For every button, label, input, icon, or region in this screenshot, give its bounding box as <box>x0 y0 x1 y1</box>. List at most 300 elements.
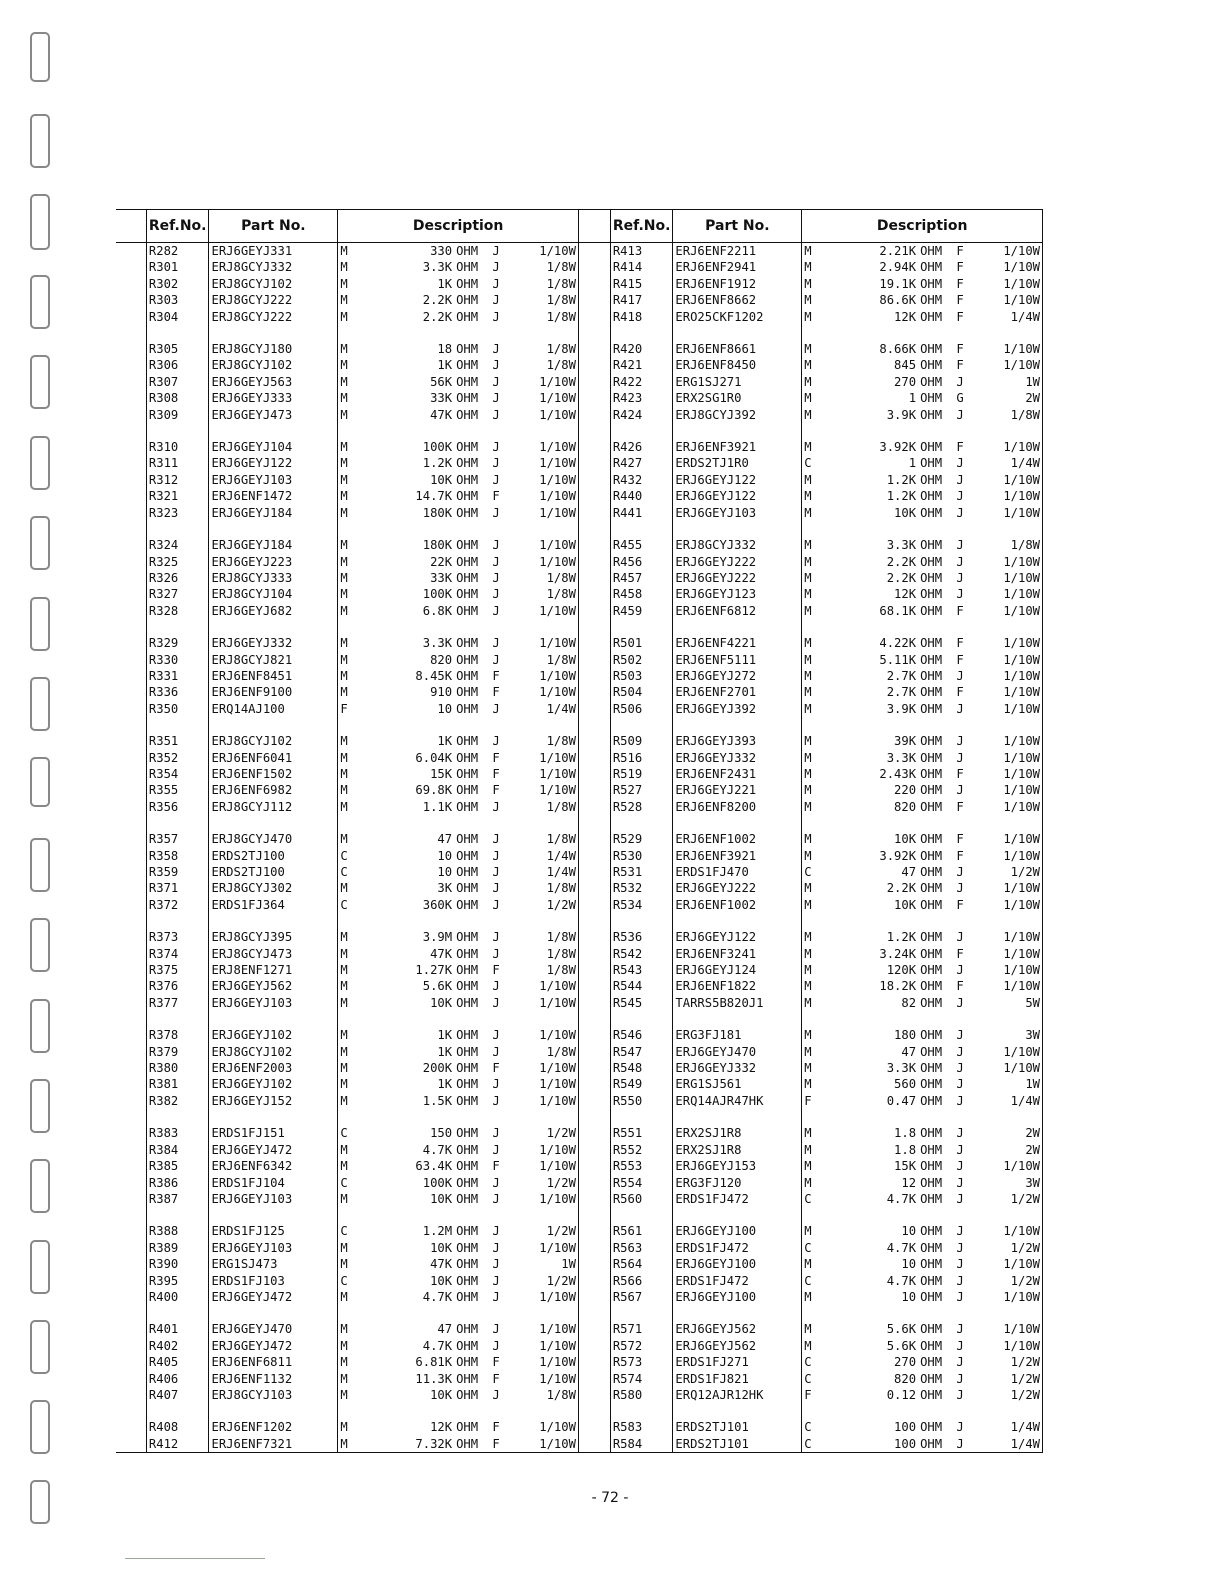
tolerance: J <box>956 930 964 945</box>
tolerance: J <box>492 587 500 602</box>
resistance-unit: OHM <box>456 1093 479 1108</box>
row-margin <box>116 1207 146 1223</box>
resistor-type: M <box>340 309 348 324</box>
ref-no: R501 <box>612 636 643 651</box>
column-divider <box>578 488 610 504</box>
wattage: 1/10W <box>539 783 576 798</box>
part-no: ERJ6GEYJ222 <box>673 880 802 896</box>
resistance-unit: OHM <box>456 489 479 504</box>
ref-no <box>610 717 673 733</box>
resistance-unit: OHM <box>920 1273 943 1288</box>
ref-no: R400 <box>148 1289 179 1304</box>
column-divider <box>578 1289 610 1305</box>
resistance-value <box>352 717 454 733</box>
ref-no: R546 <box>612 1028 643 1043</box>
table-row <box>116 962 1043 978</box>
resistance-value: 47 <box>437 832 453 847</box>
wattage: 2W <box>976 1142 1043 1158</box>
resistance-value: 56K <box>430 374 453 389</box>
ref-no: R573 <box>612 1355 643 1370</box>
part-no: ERJ6GEYJ122 <box>673 488 802 504</box>
tolerance: J <box>492 554 500 569</box>
tolerance: J <box>492 1077 500 1092</box>
ref-no: R321 <box>148 489 179 504</box>
resistance-unit: OHM <box>920 358 943 373</box>
column-divider <box>578 1027 610 1043</box>
resistance-unit: OHM <box>456 587 479 602</box>
column-divider <box>578 831 610 847</box>
table-row <box>116 1273 1043 1289</box>
resistance-value: 4.7K <box>886 1273 917 1288</box>
wattage: 1/10W <box>976 603 1043 619</box>
part-no: ERJ8GCYJ333 <box>209 570 338 586</box>
resistance-unit: OHM <box>456 1355 479 1370</box>
tolerance: J <box>492 505 500 520</box>
resistance-value: 1.2K <box>422 456 453 471</box>
column-divider <box>578 325 610 341</box>
resistor-type: M <box>804 554 812 569</box>
resistance-value: 4.22K <box>879 636 917 651</box>
tolerance: J <box>956 489 964 504</box>
ref-no: R324 <box>148 538 179 553</box>
tolerance: J <box>492 456 500 471</box>
tolerance: F <box>956 897 964 912</box>
tolerance: J <box>956 538 964 553</box>
resistance-value: 560 <box>894 1077 917 1092</box>
ref-no: R459 <box>612 603 643 618</box>
group-spacer-row <box>116 619 1043 635</box>
wattage: 1/10W <box>512 1436 578 1453</box>
ref-no <box>146 1011 209 1027</box>
wattage: 1/2W <box>546 897 576 912</box>
resistor-type <box>338 1207 352 1223</box>
part-no: ERJ6GEYJ470 <box>209 1321 338 1337</box>
row-margin <box>116 276 146 292</box>
resistance-unit: OHM <box>456 1322 479 1337</box>
group-spacer-row <box>116 1305 1043 1321</box>
resistor-type: M <box>340 1191 348 1206</box>
resistor-type: M <box>340 440 348 455</box>
part-no: ERJ8GCYJ102 <box>209 276 338 292</box>
resistance-unit: OHM <box>456 701 479 716</box>
wattage <box>976 619 1043 635</box>
resistance-value <box>352 423 454 439</box>
part-no <box>209 521 338 537</box>
resistance-unit <box>918 1207 944 1223</box>
part-no: ERJ6ENF8662 <box>673 292 802 308</box>
resistance-value: 22K <box>430 554 453 569</box>
resistor-type: M <box>340 1338 348 1353</box>
part-no: ERDS2TJ100 <box>209 848 338 864</box>
part-no: ERG1SJ473 <box>209 1256 338 1272</box>
wattage <box>976 1403 1043 1419</box>
column-divider <box>578 1142 610 1158</box>
resistor-type: M <box>340 930 348 945</box>
part-no: ERDS1FJ472 <box>673 1273 802 1289</box>
resistor-type: M <box>340 636 348 651</box>
table-row <box>116 1044 1043 1060</box>
resistor-type: M <box>338 1436 352 1453</box>
table-row <box>116 750 1043 766</box>
resistance-value <box>352 325 454 341</box>
part-no: ERJ6GEYJ223 <box>209 554 338 570</box>
row-margin <box>116 978 146 994</box>
wattage: 1/2W <box>546 1273 576 1288</box>
wattage <box>512 717 578 733</box>
wattage: 1/10W <box>976 554 1043 570</box>
ref-no: R325 <box>148 554 179 569</box>
ref-no: R549 <box>612 1077 643 1092</box>
part-no: ERQ14AJR47HK <box>673 1093 802 1109</box>
row-margin <box>116 1109 146 1125</box>
resistance-value: 3.9K <box>886 701 917 716</box>
wattage: 1/10W <box>976 357 1043 373</box>
resistor-type: C <box>804 1355 812 1370</box>
tolerance: J <box>492 1044 500 1059</box>
resistance-value <box>816 325 918 341</box>
resistor-type: M <box>804 832 812 847</box>
wattage <box>976 423 1043 439</box>
wattage: 1/10W <box>976 635 1043 651</box>
wattage <box>512 913 578 929</box>
wattage: 1/10W <box>976 276 1043 292</box>
resistance-value: 4.7K <box>422 1338 453 1353</box>
tolerance: J <box>492 1387 500 1402</box>
column-divider <box>578 652 610 668</box>
tolerance: J <box>492 1322 500 1337</box>
wattage: 1/10W <box>539 766 576 781</box>
resistance-unit: OHM <box>456 734 479 749</box>
part-no <box>209 913 338 929</box>
resistance-unit: OHM <box>456 652 479 667</box>
resistance-value: 3.9M <box>422 930 453 945</box>
part-no <box>673 913 802 929</box>
part-no <box>209 423 338 439</box>
resistor-type: M <box>340 260 348 275</box>
resistor-type: M <box>340 587 348 602</box>
resistance-unit: OHM <box>920 554 943 569</box>
part-no: ERJ6GEYJ184 <box>209 505 338 521</box>
ref-no: R426 <box>612 440 643 455</box>
resistance-value: 47K <box>430 407 453 422</box>
part-no: ERJ6ENF1502 <box>209 766 338 782</box>
tolerance <box>944 325 976 341</box>
tolerance: J <box>492 570 500 585</box>
part-no <box>209 325 338 341</box>
part-no: ERJ6ENF4221 <box>673 635 802 651</box>
ref-no: R561 <box>612 1224 643 1239</box>
column-divider <box>578 929 610 945</box>
resistance-unit: OHM <box>920 930 943 945</box>
resistor-type: C <box>340 865 348 879</box>
column-divider <box>578 750 610 766</box>
tolerance: J <box>492 260 500 275</box>
part-no: ERG3FJ181 <box>673 1027 802 1043</box>
row-margin <box>116 1125 146 1141</box>
resistance-value: 270 <box>894 374 917 389</box>
resistance-value: 4.7K <box>422 1142 453 1157</box>
wattage: 1/10W <box>976 586 1043 602</box>
tolerance: J <box>492 374 500 389</box>
resistance-unit: OHM <box>456 897 479 912</box>
ref-no: R401 <box>148 1322 179 1337</box>
row-margin <box>116 1044 146 1060</box>
row-margin <box>116 554 146 570</box>
tolerance: J <box>492 276 500 291</box>
tolerance <box>480 717 512 733</box>
row-margin <box>116 1289 146 1305</box>
part-no <box>673 521 802 537</box>
ref-no: R441 <box>612 505 643 520</box>
table-row <box>116 766 1043 782</box>
binder-hole <box>30 194 50 250</box>
resistance-unit: OHM <box>920 505 943 520</box>
resistance-value <box>816 619 918 635</box>
ref-no: R503 <box>612 668 643 683</box>
tolerance <box>480 1011 512 1027</box>
tolerance: F <box>956 946 964 961</box>
ref-no: R554 <box>612 1175 643 1190</box>
wattage: 1/10W <box>976 897 1043 913</box>
tolerance: J <box>956 1322 964 1337</box>
resistor-type: C <box>340 1175 348 1190</box>
resistance-value: 19.1K <box>879 276 917 291</box>
resistance-value: 180K <box>422 538 453 553</box>
tolerance: J <box>956 1338 964 1353</box>
resistance-value: 7.32K <box>352 1436 454 1453</box>
part-no: ERJ8GCYJ332 <box>209 259 338 275</box>
row-margin <box>116 619 146 635</box>
ref-no: R303 <box>148 293 179 308</box>
wattage: 1/10W <box>539 489 576 504</box>
table-row <box>116 831 1043 847</box>
part-no <box>673 423 802 439</box>
column-divider <box>578 586 610 602</box>
column-divider <box>578 1436 610 1453</box>
resistor-type: M <box>804 293 812 308</box>
row-margin <box>116 962 146 978</box>
part-no: ERJ6GEYJ102 <box>209 1076 338 1092</box>
wattage: 1/2W <box>546 1126 576 1141</box>
resistance-value <box>816 521 918 537</box>
tolerance: F <box>492 1061 500 1076</box>
wattage: 1/10W <box>976 1223 1043 1239</box>
wattage <box>976 815 1043 831</box>
group-spacer-row <box>116 1109 1043 1125</box>
resistance-unit: OHM <box>920 750 943 765</box>
row-margin <box>116 897 146 913</box>
ref-no: R548 <box>612 1061 643 1076</box>
binder-hole <box>30 1159 50 1213</box>
tolerance: J <box>956 783 964 798</box>
row-margin <box>116 1305 146 1321</box>
resistance-unit: OHM <box>920 1257 943 1272</box>
part-no: ERJ6GEYJ472 <box>209 1289 338 1305</box>
resistance-unit <box>918 521 944 537</box>
ref-no: R331 <box>148 668 179 683</box>
resistor-type: M <box>804 1159 812 1174</box>
tolerance: J <box>956 1257 964 1272</box>
resistance-value: 39K <box>894 734 917 749</box>
tolerance: J <box>492 1175 500 1190</box>
table-row <box>116 1191 1043 1207</box>
resistance-value: 47K <box>430 946 453 961</box>
wattage: 1/8W <box>546 570 576 585</box>
resistance-value: 180K <box>422 505 453 520</box>
part-no: ERJ6GEYJ473 <box>209 407 338 423</box>
resistance-unit: OHM <box>920 1371 943 1386</box>
ref-no: R390 <box>148 1257 179 1272</box>
tolerance: F <box>492 783 500 798</box>
tolerance <box>944 717 976 733</box>
resistance-value: 63.4K <box>415 1159 453 1174</box>
resistance-unit: OHM <box>456 1175 479 1190</box>
resistor-type: M <box>804 1044 812 1059</box>
wattage: 1/8W <box>546 652 576 667</box>
part-no: ERJ6GEYJ103 <box>209 995 338 1011</box>
tolerance: J <box>492 472 500 487</box>
table-row <box>116 1387 1043 1403</box>
wattage <box>976 1011 1043 1027</box>
resistor-type: M <box>804 963 812 978</box>
wattage: 1/10W <box>539 750 576 765</box>
part-no: ERJ6GEYJ470 <box>673 1044 802 1060</box>
binder-hole <box>30 918 50 972</box>
resistance-value: 270 <box>894 1355 917 1370</box>
resistance-unit: OHM <box>456 505 479 520</box>
tolerance: J <box>956 570 964 585</box>
tolerance: F <box>492 668 500 683</box>
resistor-type: M <box>340 1322 348 1337</box>
resistance-value: 10K <box>430 1387 453 1402</box>
tolerance: J <box>492 652 500 667</box>
resistance-value: 10 <box>437 865 453 879</box>
column-divider <box>578 407 610 423</box>
tolerance <box>480 325 512 341</box>
row-margin <box>116 750 146 766</box>
row-margin <box>116 309 146 325</box>
part-no: TARRS5B820J1 <box>673 995 802 1011</box>
wattage: 1/2W <box>976 1354 1043 1370</box>
tolerance <box>480 1305 512 1321</box>
ref-no: R377 <box>148 995 179 1010</box>
part-no: ERG3FJ120 <box>673 1175 802 1191</box>
part-no: ERDS1FJ472 <box>673 1191 802 1207</box>
table-row <box>116 1419 1043 1435</box>
row-margin <box>116 1223 146 1239</box>
tolerance: J <box>956 505 964 520</box>
row-margin <box>116 635 146 651</box>
resistor-type: M <box>340 276 348 291</box>
resistance-unit: OHM <box>920 865 943 879</box>
resistor-type: M <box>804 1028 812 1043</box>
resistance-value: 4.7K <box>422 1289 453 1304</box>
ref-no: R516 <box>612 750 643 765</box>
resistor-type: M <box>340 1142 348 1157</box>
part-no: ERJ6ENF2941 <box>673 259 802 275</box>
part-no: ERJ8GCYJ222 <box>209 292 338 308</box>
resistance-value: 360K <box>422 897 453 912</box>
tolerance: F <box>956 244 964 258</box>
table-row <box>116 1093 1043 1109</box>
binder-hole <box>30 1079 50 1133</box>
table-row <box>116 439 1043 455</box>
resistor-type <box>802 325 816 341</box>
resistor-type: M <box>804 342 812 357</box>
resistor-type: M <box>804 505 812 520</box>
column-divider <box>578 309 610 325</box>
table-row <box>116 603 1043 619</box>
resistance-value: 220 <box>894 783 917 798</box>
resistor-type: C <box>804 1420 812 1435</box>
resistance-unit: OHM <box>456 554 479 569</box>
part-no: ERJ6GEYJ103 <box>209 1191 338 1207</box>
resistance-value: 1K <box>437 1077 453 1092</box>
wattage: 1/10W <box>976 488 1043 504</box>
tolerance: F <box>492 963 500 978</box>
wattage: 1/2W <box>546 1224 576 1239</box>
resistance-value: 1.2M <box>422 1224 453 1239</box>
tolerance: J <box>492 391 500 406</box>
ref-no: R458 <box>612 587 643 602</box>
row-margin <box>116 1419 146 1435</box>
table-row <box>116 537 1043 553</box>
ref-no: R432 <box>612 472 643 487</box>
resistance-value: 3K <box>437 881 453 896</box>
resistance-unit: OHM <box>920 783 943 798</box>
resistance-unit: OHM <box>456 1191 479 1206</box>
column-divider <box>578 1158 610 1174</box>
part-no: ERJ6GEYJ184 <box>209 537 338 553</box>
ref-no: R418 <box>612 309 643 324</box>
wattage: 1/10W <box>976 733 1043 749</box>
resistance-value: 820 <box>894 1371 917 1386</box>
ref-no: R455 <box>612 538 643 553</box>
resistor-type: M <box>804 636 812 651</box>
wattage: 1/10W <box>976 1289 1043 1305</box>
resistance-unit <box>454 1305 480 1321</box>
resistor-type: M <box>804 946 812 961</box>
row-margin <box>116 717 146 733</box>
table-row <box>116 848 1043 864</box>
wattage: 1/10W <box>539 979 576 994</box>
ref-no: R531 <box>612 865 643 879</box>
resistance-unit: OHM <box>920 570 943 585</box>
ref-no <box>146 1403 209 1419</box>
part-no: ERJ6GEYJ472 <box>209 1142 338 1158</box>
column-divider <box>578 1191 610 1207</box>
row-margin <box>116 1076 146 1092</box>
resistor-type: M <box>340 472 348 487</box>
table-row <box>116 1436 1043 1453</box>
resistance-unit: OHM <box>456 1224 479 1239</box>
column-divider <box>578 701 610 717</box>
column-divider <box>578 1240 610 1256</box>
wattage: 1/8W <box>546 587 576 602</box>
resistor-type: M <box>804 489 812 504</box>
wattage: 1/10W <box>976 1044 1043 1060</box>
tolerance: J <box>492 440 500 455</box>
resistor-type: M <box>340 244 348 258</box>
part-no: ERJ6GEYJ393 <box>673 733 802 749</box>
resistance-unit <box>918 1403 944 1419</box>
resistance-unit: OHM <box>456 1338 479 1353</box>
row-margin <box>116 733 146 749</box>
resistance-unit <box>454 423 480 439</box>
ref-no: R358 <box>148 848 179 863</box>
resistance-unit: OHM <box>920 603 943 618</box>
ref-no: R405 <box>148 1355 179 1370</box>
